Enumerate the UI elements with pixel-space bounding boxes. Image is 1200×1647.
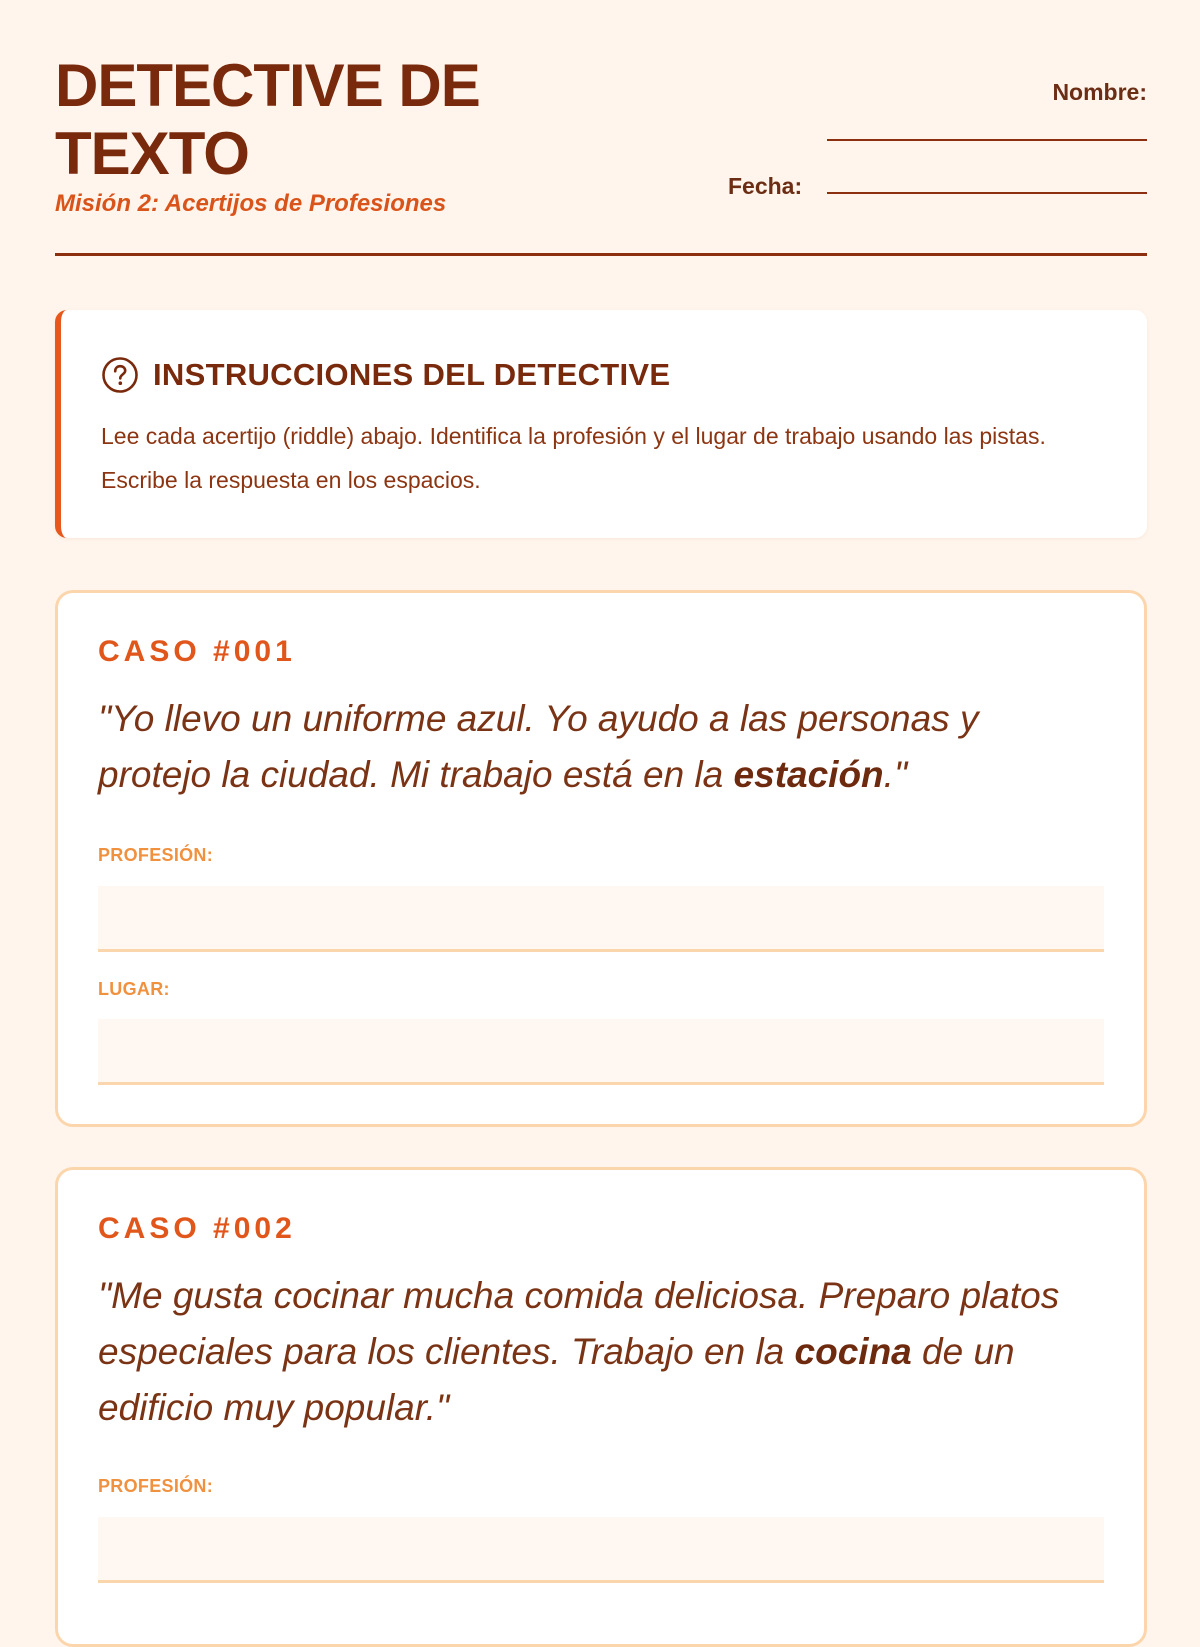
case-card	[55, 1167, 1147, 1647]
case-id: CASO #002	[98, 1212, 296, 1245]
profession-input[interactable]	[98, 1517, 1104, 1583]
riddle-text-end: de un edificio muy popular."	[98, 1331, 1015, 1428]
place-label: LUGAR:	[98, 979, 170, 999]
case-card	[55, 590, 1147, 1127]
help-circle-icon	[101, 356, 139, 394]
riddle-keyword: estación	[733, 754, 884, 795]
name-field-label: Nombre:	[1052, 79, 1147, 105]
riddle-text-part: "Yo llevo un uniforme azul. Yo ayudo a las personas y protejo la ciudad. Mi trabajo está en la	[98, 698, 979, 795]
profession-label: PROFESIÓN:	[98, 845, 214, 865]
place-input[interactable]	[98, 1019, 1104, 1085]
instructions-title: INSTRUCCIONES DEL DETECTIVE	[153, 357, 671, 392]
profession-label: PROFESIÓN:	[98, 1476, 214, 1496]
name-field-line[interactable]	[827, 139, 1147, 141]
instructions-text: Lee cada acertijo (riddle) abajo. Identifica la profesión y el lugar de trabajo usando las pistas. Escribe la respuesta en los espacios.	[101, 423, 1046, 493]
date-field-label: Fecha:	[728, 173, 803, 199]
instructions-card	[55, 310, 1147, 538]
riddle-keyword: cocina	[794, 1331, 912, 1372]
page-title: DETECTIVE DE TEXTO	[55, 52, 480, 187]
case-id: CASO #001	[98, 635, 296, 668]
page-subtitle: Misión 2: Acertijos de Profesiones	[55, 190, 447, 217]
riddle-text	[98, 691, 1088, 803]
instructions-heading	[101, 356, 670, 394]
riddle-text-part: "Me gusta cocinar mucha comida deliciosa. Preparo platos especiales para los clientes. Trabajo en la	[98, 1275, 1060, 1372]
riddle-text	[98, 1268, 1088, 1436]
worksheet-header	[55, 0, 1147, 256]
worksheet-page	[55, 0, 1147, 1496]
riddle-text-end: ."	[883, 754, 908, 795]
profession-input[interactable]	[98, 886, 1104, 952]
date-field-line[interactable]	[827, 192, 1147, 194]
